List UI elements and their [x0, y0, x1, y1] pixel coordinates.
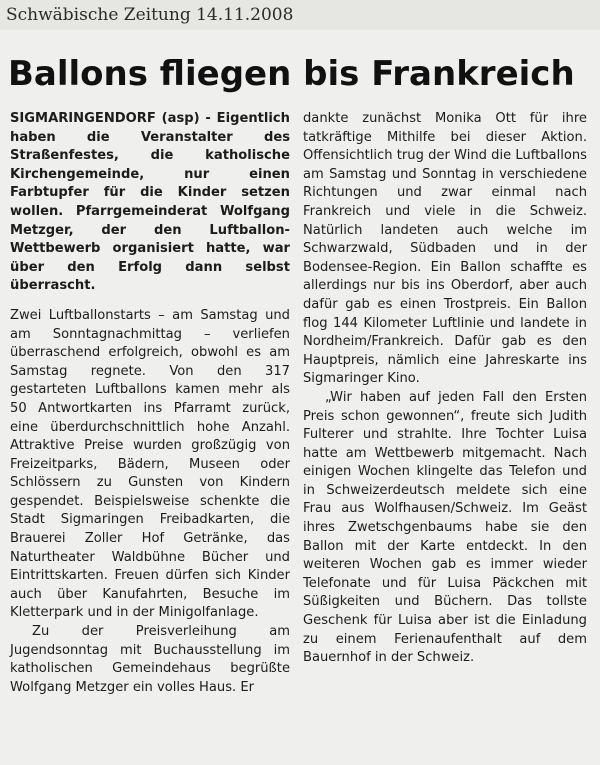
body-paragraph: Zu der Preisverleihung am Jugendsonntag mit Buchausstellung im katholischen Gemeindehaus begrüßte Wolfgang Metzger ein volles Haus. Er: [10, 624, 290, 695]
article-column-right: [303, 110, 587, 668]
body-paragraph: Zwei Luftballonstarts – am Samstag und am Sonntagnachmittag – verliefen überraschend erfolgreich, obwohl es am Samstag regnete. Von den 317 gestarteten Luftballons kamen mehr als 50 Antwortkarten ins Pfarramt zurück, eine überdurchschnittlich hohe Anzahl. Attraktive Preise wurden großzügig von Freizeitparks, Bädern, Museen oder Schlössern zu Gunsten von Kindern gespendet. Beispielsweise schenkte die Stadt Sigmaringen Freibadkarten, die Brauerei Zoller Hof Getränke, das Naturtheater Waldbühne Bücher und Eintrittskarten. Freuen dürfen sich Kinder auch über Kanufahrten, Besuche im Kletterpark und in der Minigolfanlage.: [10, 307, 290, 621]
source-line: Schwäbische Zeitung 14.11.2008: [0, 0, 600, 30]
article-column-left: [10, 110, 290, 697]
body-paragraph: dankte zunächst Monika Ott für ihre tatkräftige Mithilfe bei dieser Aktion. Offensichtlich trug der Wind die Luftballons am Samstag und Sonntag in verschiedene Richtungen und zwar einmal nach Frankreich und viele in die Schweiz. Natürlich landeten auch welche im Schwarzwald, Südbaden und in der Bodensee-Region. Ein Ballon schaffte es allerdings nur bis ins Oberdorf, aber auch dafür gab es einen Trostpreis. Ein Ballon flog 144 Kilometer Luftlinie und landete in Nordheim/Frankreich. Dafür gab es den Hauptpreis, nämlich eine Jahreskarte ins Sigmaringer Kino.: [303, 111, 587, 387]
body-paragraph: „Wir haben auf jeden Fall den Ersten Preis schon gewonnen“, freute sich Judith Fulterer und strahlte. Ihre Tochter Luisa hatte am Wettbewerb mitgemacht. Nach einigen Wochen klingelte das Telefon und in Schweizerdeutsch meldete sich eine Frau aus Wolfhausen/Schweiz. Im Geäst ihres Zwetschgenbaums habe sie den Ballon mit der Karte entdeckt. In den weiteren Wochen gab es immer wieder Telefonate und für Luisa Päckchen mit Süßigkeiten und Büchern. Das tollste Geschenk für Luisa aber ist die Einladung zu einem Ferienaufenthalt auf dem Bauernhof in der Schweiz.: [303, 389, 587, 666]
lead-paragraph: SIGMARINGENDORF (asp) - Eigentlich haben die Veranstalter des Straßenfestes, die katholische Kirchengemeinde, nur einen Farbtupfer für die Kinder setzen wollen. Pfarrgemeinderat Wolfgang Metzger, der den Luftballon-Wettbewerb organisiert hatte, war über den Erfolg dann selbst überrascht.: [10, 111, 290, 294]
headline: Ballons fliegen bis Frankreich: [8, 54, 575, 94]
